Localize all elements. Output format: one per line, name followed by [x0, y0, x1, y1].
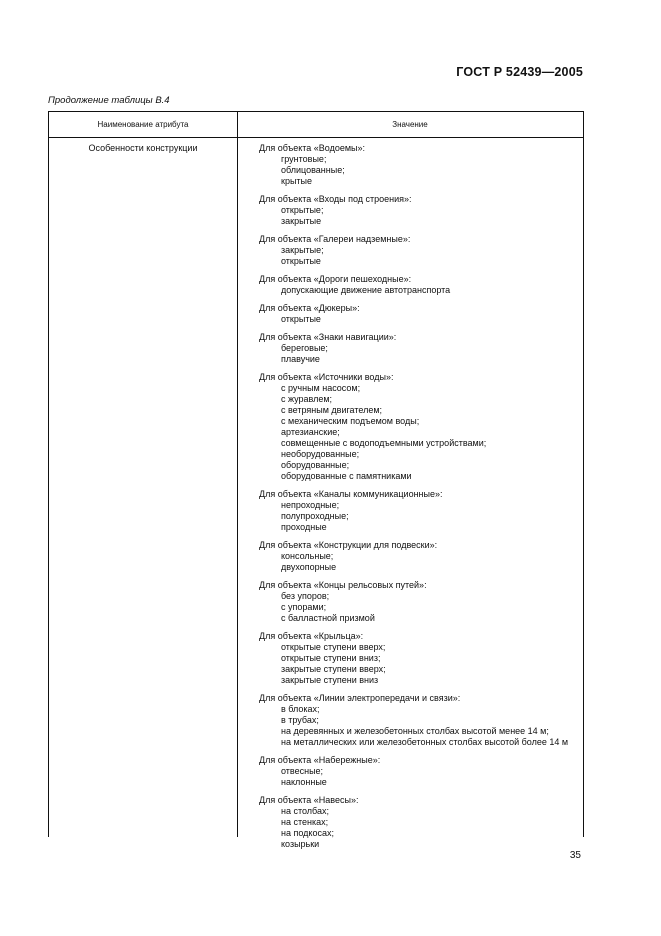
column-header-value: Значение [392, 120, 428, 129]
table-row [49, 138, 583, 857]
value-item: необорудованные; [281, 449, 360, 459]
value-item: совмещенные с водоподъемными устройствами; [281, 438, 487, 448]
value-group [259, 540, 579, 573]
value-item: двухопорные [281, 562, 337, 572]
value-item: на деревянных и железобетонных столбах высотой менее 14 м; [281, 726, 549, 736]
table-caption: Продолжение таблицы В.4 [48, 95, 170, 106]
value-group [259, 194, 579, 227]
value-item: с ручным насосом; [281, 383, 361, 393]
value-group [259, 631, 579, 686]
value-group [259, 693, 579, 748]
value-item: открытые; [281, 205, 324, 215]
value-item: облицованные; [281, 165, 345, 175]
value-group [259, 143, 579, 187]
value-item: береговые; [281, 343, 328, 353]
value-group-title: Для объекта «Навесы»: [259, 795, 359, 805]
column-divider [237, 112, 238, 837]
value-item: без упоров; [281, 591, 330, 601]
value-group-title: Для объекта «Знаки навигации»: [259, 332, 397, 342]
value-item: отвесные; [281, 766, 324, 776]
value-item: грунтовые; [281, 154, 327, 164]
value-group [259, 489, 579, 533]
value-item: козырьки [281, 839, 320, 849]
value-item: закрытые ступени вверх; [281, 664, 386, 674]
value-item: открытые [281, 314, 321, 324]
value-item: плавучие [281, 354, 320, 364]
value-item: на металлических или железобетонных столбах высотой более 14 м [281, 737, 569, 747]
value-item: открытые ступени вверх; [281, 642, 386, 652]
value-item: с упорами; [281, 602, 327, 612]
value-group [259, 580, 579, 624]
value-item: открытые [281, 256, 321, 266]
value-group-title: Для объекта «Набережные»: [259, 755, 381, 765]
attribute-value-cell [237, 138, 583, 857]
value-item: в блоках; [281, 704, 320, 714]
value-item: с механическим подъемом воды; [281, 416, 420, 426]
value-group [259, 795, 579, 850]
value-item: на стенках; [281, 817, 329, 827]
value-group-title: Для объекта «Дороги пешеходные»: [259, 274, 412, 284]
value-item: закрытые ступени вниз [281, 675, 379, 685]
value-group [259, 372, 579, 482]
value-item: проходные [281, 522, 327, 532]
table-header [49, 112, 583, 138]
value-group-title: Для объекта «Концы рельсовых путей»: [259, 580, 427, 590]
value-item: консольные; [281, 551, 334, 561]
value-item: открытые ступени вниз; [281, 653, 381, 663]
value-item: оборудованные; [281, 460, 350, 470]
value-group [259, 303, 579, 325]
value-item: полупроходные; [281, 511, 349, 521]
attribute-table [48, 111, 584, 849]
value-item: с балластной призмой [281, 613, 375, 623]
value-item: в трубах; [281, 715, 319, 725]
value-group [259, 234, 579, 267]
value-group-title: Для объекта «Входы под строения»: [259, 194, 412, 204]
value-group-title: Для объекта «Линии электропередачи и связи»: [259, 693, 461, 703]
value-item: крытые [281, 176, 313, 186]
page-number: 35 [569, 850, 581, 861]
value-item: артезианские; [281, 427, 340, 437]
value-group-title: Для объекта «Конструкции для подвески»: [259, 540, 438, 550]
value-group-title: Для объекта «Галереи надземные»: [259, 234, 411, 244]
value-group-title: Для объекта «Источники воды»: [259, 372, 394, 382]
value-item: наклонные [281, 777, 327, 787]
value-group [259, 755, 579, 788]
value-item: на столбах; [281, 806, 330, 816]
value-item: оборудованные с памятниками [281, 471, 412, 481]
value-item: закрытые [281, 216, 322, 226]
value-item: допускающие движение автотранспорта [281, 285, 451, 295]
value-item: с журавлем; [281, 394, 333, 404]
attribute-name-cell: Особенности конструкции [88, 143, 198, 153]
value-item: на подкосах; [281, 828, 334, 838]
value-group-title: Для объекта «Дюкеры»: [259, 303, 360, 313]
value-group [259, 332, 579, 365]
value-group-title: Для объекта «Крыльца»: [259, 631, 364, 641]
value-group-title: Для объекта «Водоемы»: [259, 143, 366, 153]
value-group [259, 274, 579, 296]
value-item: непроходные; [281, 500, 340, 510]
value-group-title: Для объекта «Каналы коммуникационные»: [259, 489, 443, 499]
column-header-attribute: Наименование атрибута [97, 120, 189, 129]
value-item: закрытые; [281, 245, 324, 255]
value-item: с ветряным двигателем; [281, 405, 383, 415]
document-code: ГОСТ Р 52439—2005 [456, 65, 583, 79]
